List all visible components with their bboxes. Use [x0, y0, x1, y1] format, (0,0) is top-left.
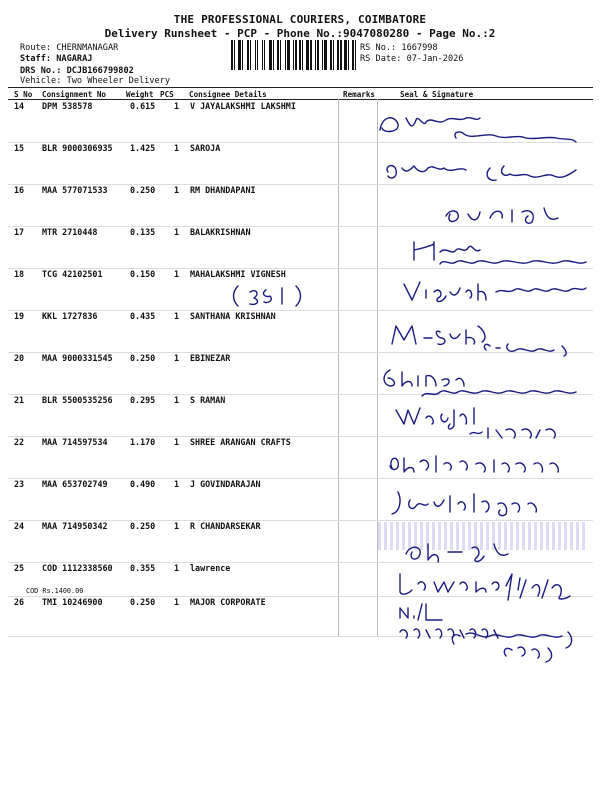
cell-pcs: 1	[174, 479, 180, 489]
cell-pcs: 1	[174, 395, 180, 405]
cell-weight: 0.355	[130, 563, 156, 573]
rs-number: RS No.: 1667998	[360, 43, 438, 53]
cell-sno: 21	[14, 395, 25, 405]
cell-consignment: MAA 714950342	[42, 521, 108, 531]
table-row	[8, 597, 593, 637]
cell-pcs: 1	[174, 185, 180, 195]
table-row	[8, 185, 593, 227]
table-row	[8, 479, 593, 521]
row-separator	[8, 636, 593, 637]
drs-label: DRS No.: DCJB166799802	[20, 66, 134, 76]
table-row	[8, 395, 593, 437]
cell-weight: 0.250	[130, 597, 156, 607]
cell-sno: 14	[14, 101, 25, 111]
cell-pcs: 1	[174, 521, 180, 531]
barcode-bar	[262, 40, 263, 70]
cell-consignment: KKL 1727836	[42, 311, 98, 321]
barcode-bar	[306, 40, 309, 70]
barcode-bar	[280, 40, 281, 70]
barcode-bar	[355, 40, 356, 70]
table-row	[8, 353, 593, 395]
cell-pcs: 1	[174, 311, 180, 321]
barcode-bar	[320, 40, 321, 70]
cell-weight: 0.250	[130, 353, 156, 363]
barcode-bar	[322, 40, 323, 70]
barcode-bar	[287, 40, 290, 70]
cell-sno: 16	[14, 185, 25, 195]
barcode-bar	[324, 40, 327, 70]
col-remarks: Remarks	[343, 90, 376, 99]
cod-note: COD Rs.1400.00	[26, 587, 84, 595]
cell-consignee: MAHALAKSHMI VIGNESH	[190, 269, 286, 279]
barcode-bar	[259, 40, 261, 70]
table-row	[8, 143, 593, 185]
cell-consignment: COD 1112338560	[42, 563, 113, 573]
barcode-bar	[337, 40, 339, 70]
cell-sno: 24	[14, 521, 25, 531]
cell-sno: 25	[14, 563, 25, 573]
barcode-bar	[238, 40, 241, 70]
cell-pcs: 1	[174, 353, 180, 363]
barcode-bar	[293, 40, 294, 70]
barcode-bar	[333, 40, 334, 70]
barcode-bar	[285, 40, 286, 70]
barcode-bar	[352, 40, 354, 70]
cell-consignment: TCG 42102501	[42, 269, 103, 279]
cell-consignment: MAA 714597534	[42, 437, 108, 447]
cell-consignment: MTR 2710448	[42, 227, 98, 237]
cell-consignment: BLR 5500535256	[42, 395, 113, 405]
barcode-bar	[335, 40, 336, 70]
cell-consignment: MAA 9000331545	[42, 353, 113, 363]
cell-pcs: 1	[174, 101, 180, 111]
barcode-bar	[257, 40, 258, 70]
barcode-bar	[298, 40, 299, 70]
cell-pcs: 1	[174, 563, 180, 573]
cell-consignee: SANTHANA KRISHNAN	[190, 311, 276, 321]
barcode-bar	[236, 40, 237, 70]
barcode-bar	[299, 40, 301, 70]
cell-weight: 1.170	[130, 437, 156, 447]
cell-consignee: SAROJA	[190, 143, 221, 153]
barcode-bar	[310, 40, 312, 70]
barcode-bar	[234, 40, 235, 70]
table-row	[8, 101, 593, 143]
barcode-bar	[291, 40, 292, 70]
barcode-bar	[244, 40, 246, 70]
cell-consignee: J GOVINDARAJAN	[190, 479, 261, 489]
cell-sno: 23	[14, 479, 25, 489]
table-row	[8, 563, 593, 597]
cell-consignment: MAA 653702749	[42, 479, 108, 489]
cell-consignee: lawrence	[190, 563, 231, 573]
barcode-bar	[330, 40, 332, 70]
barcode-bar	[304, 40, 305, 70]
header-rule-top	[8, 87, 593, 88]
table-row	[8, 311, 593, 353]
barcode-bar	[295, 40, 297, 70]
vehicle-label: Vehicle: Two Wheeler Delivery	[20, 76, 171, 86]
cell-pcs: 1	[174, 227, 180, 237]
barcode-bar	[255, 40, 256, 70]
barcode-bar	[315, 40, 316, 70]
cell-consignment: TMI 10246900	[42, 597, 103, 607]
cell-pcs: 1	[174, 143, 180, 153]
barcode-bar	[269, 40, 272, 70]
cell-consignee: BALAKRISHNAN	[190, 227, 251, 237]
cell-sno: 15	[14, 143, 25, 153]
route-label: Route: CHERNMANAGAR	[20, 43, 119, 53]
cell-consignment: MAA 577071533	[42, 185, 108, 195]
cell-weight: 0.150	[130, 269, 156, 279]
barcode-bar	[340, 40, 342, 70]
barcode-bar	[348, 40, 349, 70]
col-consignee: Consignee Details	[189, 90, 267, 99]
cell-pcs: 1	[174, 597, 180, 607]
cell-consignment: BLR 9000306935	[42, 143, 113, 153]
company-title: THE PROFESSIONAL COURIERS, COIMBATORE	[173, 13, 427, 26]
cell-weight: 0.435	[130, 311, 156, 321]
barcode-bar	[302, 40, 303, 70]
cell-weight: 0.490	[130, 479, 156, 489]
cell-pcs: 1	[174, 437, 180, 447]
barcode-bar	[273, 40, 274, 70]
cell-sno: 22	[14, 437, 25, 447]
cell-weight: 0.615	[130, 101, 156, 111]
barcode-bar	[250, 40, 251, 70]
cell-sno: 20	[14, 353, 25, 363]
cell-consignee: EBINEZAR	[190, 353, 231, 363]
barcode-bar	[313, 40, 314, 70]
barcode-bar	[328, 40, 329, 70]
rs-date: RS Date: 07-Jan-2026	[360, 54, 464, 64]
col-seal-signature: Seal & Signature	[400, 90, 474, 99]
barcode-bar	[252, 40, 255, 70]
cell-weight: 0.295	[130, 395, 156, 405]
barcode	[231, 40, 357, 70]
cell-sno: 18	[14, 269, 25, 279]
barcode-bar	[264, 40, 265, 70]
cell-consignee: V JAYALAKSHMI LAKSHMI	[190, 101, 296, 111]
cell-consignee: S RAMAN	[190, 395, 226, 405]
barcode-bar	[266, 40, 268, 70]
runsheet-subtitle: Delivery Runsheet - PCP - Phone No.:9047080280 - Page No.:2	[104, 27, 496, 40]
cell-consignee: RM DHANDAPANI	[190, 185, 256, 195]
cell-sno: 19	[14, 311, 25, 321]
col-sno: S No	[14, 90, 33, 99]
barcode-bar	[275, 40, 276, 70]
barcode-bar	[277, 40, 279, 70]
barcode-bar	[317, 40, 319, 70]
table-row	[8, 269, 593, 311]
cell-consignment: DPM 538578	[42, 101, 93, 111]
cell-weight: 0.135	[130, 227, 156, 237]
barcode-bar	[350, 40, 351, 70]
barcode-bar	[343, 40, 344, 70]
table-row	[8, 437, 593, 479]
cell-consignee: SHREE ARANGAN CRAFTS	[190, 437, 291, 447]
col-weight: Weight	[126, 90, 154, 99]
cell-consignee: MAJOR CORPORATE	[190, 597, 266, 607]
barcode-bar	[344, 40, 347, 70]
staff-label: Staff: NAGARAJ	[20, 54, 93, 64]
cell-consignee: R CHANDARSEKAR	[190, 521, 261, 531]
cell-sno: 17	[14, 227, 25, 237]
header-rule-bottom	[8, 99, 593, 100]
barcode-bar	[242, 40, 243, 70]
barcode-bar	[247, 40, 249, 70]
cell-sno: 26	[14, 597, 25, 607]
table-row	[8, 227, 593, 269]
cell-pcs: 1	[174, 269, 180, 279]
ink-stamp	[378, 522, 588, 550]
cell-weight: 1.425	[130, 143, 156, 153]
cell-weight: 0.250	[130, 185, 156, 195]
cell-weight: 0.250	[130, 521, 156, 531]
barcode-bar	[231, 40, 233, 70]
barcode-bar	[282, 40, 284, 70]
col-pcs: PCS	[160, 90, 174, 99]
col-consignment: Consignment No	[42, 90, 107, 99]
